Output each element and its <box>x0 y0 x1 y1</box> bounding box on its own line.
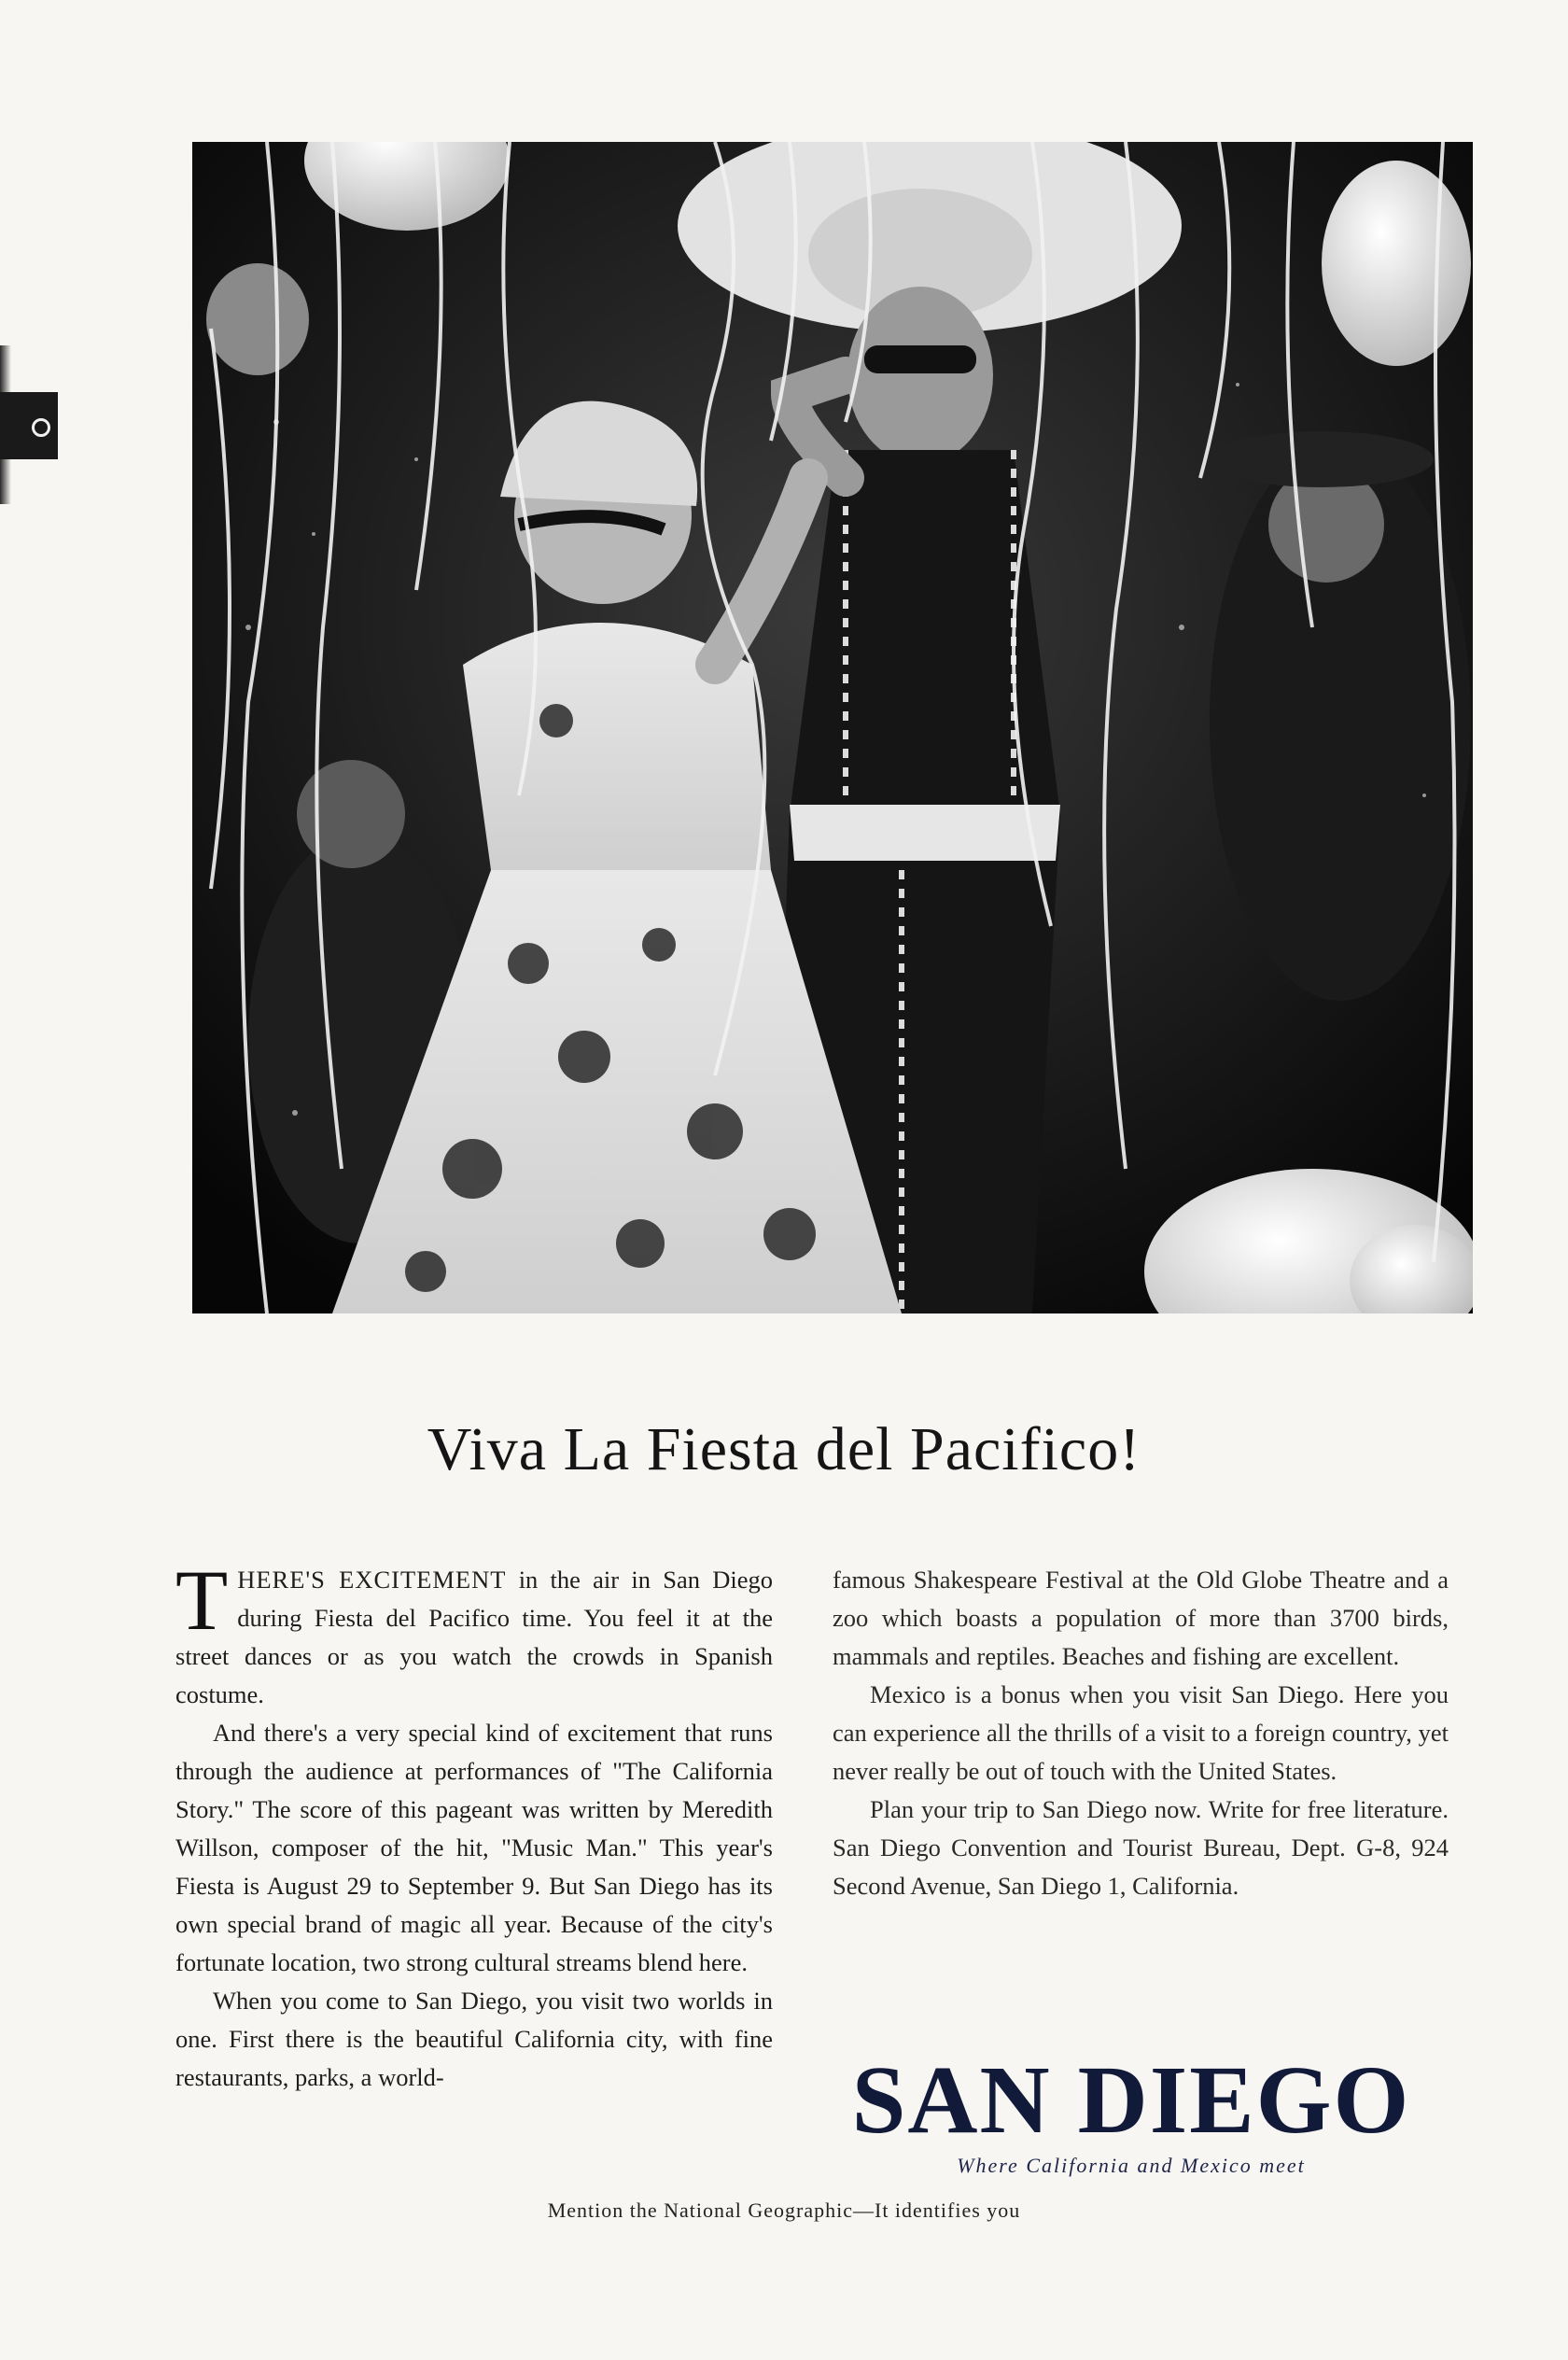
ad-headline: Viva La Fiesta del Pacifico! <box>427 1415 1141 1483</box>
ring-icon <box>32 418 50 437</box>
footer-credit: Mention the National Geographic—It identifies you <box>547 2198 1021 2222</box>
body-column-left <box>175 1552 773 2097</box>
paragraph-5: Mexico is a bonus when you visit San Diego. Here you can experience all the thrills of a visit to a foreign country, yet never really be out of touch with the United States. <box>833 1680 1449 1785</box>
paragraph-2: And there's a very special kind of excitement that runs through the audience at performances of "The California Story." The score of this pageant was written by Meredith Willson, composer of the hit, "Music Man." This year's Fiesta is August 29 to September 9. But San Diego has its own special brand of magic all year. Because of the city's fortunate location, two strong cultural streams blend here. <box>175 1719 773 1976</box>
body-column-right <box>833 1561 1449 1905</box>
photo-illustration <box>192 142 1473 1313</box>
logo-wordmark: SAN DIEGO <box>851 2046 1411 2154</box>
paragraph-1-text: in the air in San Diego during Fiesta del Pacifico time. You feel it at the street dances or as you watch the crowds in Spanish costume. <box>175 1566 773 1708</box>
page-edge-tab <box>0 392 58 459</box>
drop-cap: T <box>175 1552 229 1648</box>
lead-in-smallcaps: HERE'S EXCITEMENT <box>237 1566 507 1594</box>
logo-tagline: Where California and Mexico meet <box>957 2154 1306 2177</box>
paragraph-4: famous Shakespeare Festival at the Old Globe Theatre and a zoo which boasts a population of more than 3700 birds, mammals and reptiles. Beaches and fishing are excellent. <box>833 1566 1449 1670</box>
san-diego-logo <box>833 2046 1430 2178</box>
fiesta-dance-photo <box>192 142 1473 1313</box>
paragraph-1 <box>175 1552 773 1714</box>
paragraph-3: When you come to San Diego, you visit two worlds in one. First there is the beautiful California city, with fine restaurants, parks, a world- <box>175 1987 773 2091</box>
paragraph-6: Plan your trip to San Diego now. Write for free literature. San Diego Convention and Tourist Bureau, Dept. G-8, 924 Second Avenue, San Diego 1, California. <box>833 1795 1449 1900</box>
